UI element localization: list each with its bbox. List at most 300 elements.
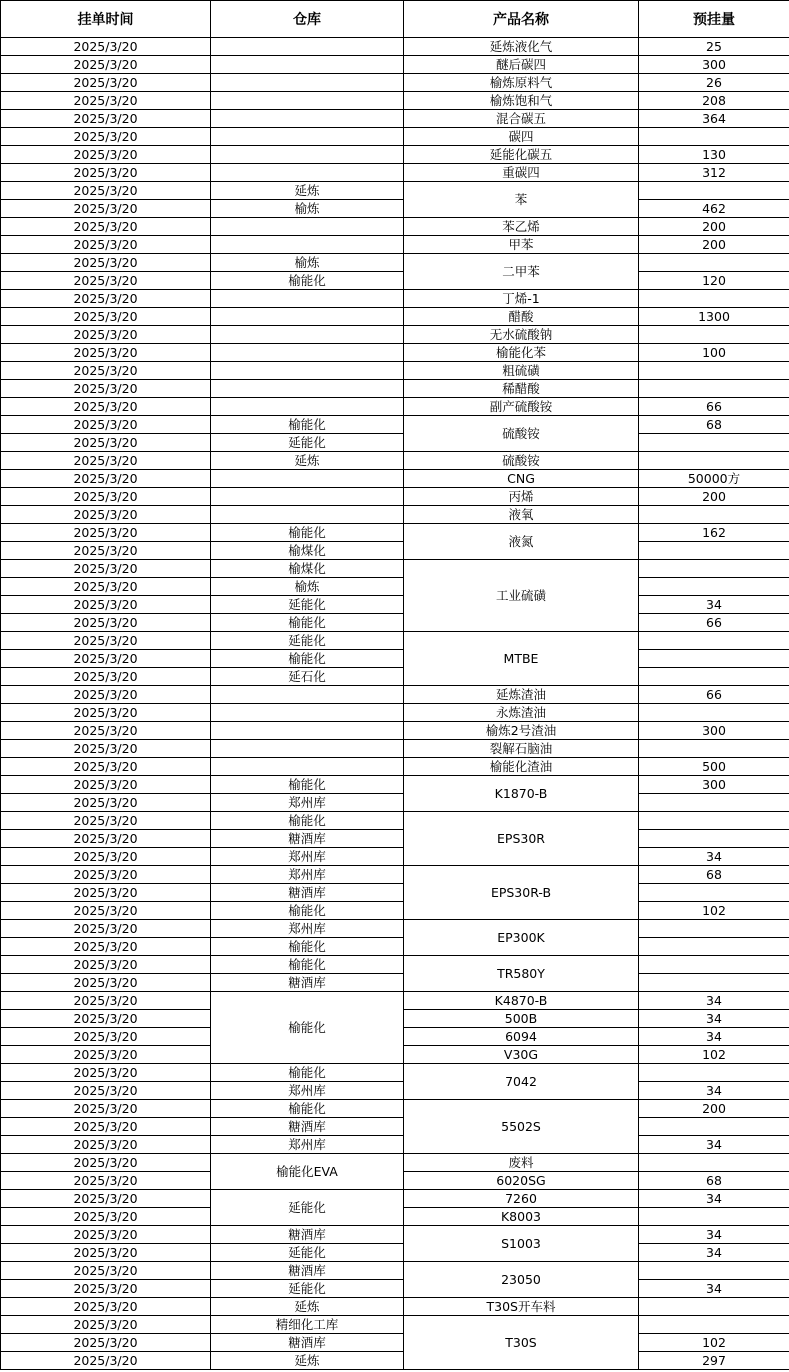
cell-quantity: 312: [639, 164, 789, 182]
table-row: [1, 920, 789, 938]
cell-warehouse: 榆能化: [211, 956, 404, 974]
cell-date: 2025/3/20: [1, 866, 211, 884]
cell-date: 2025/3/20: [1, 614, 211, 632]
cell-quantity: 34: [639, 1082, 789, 1100]
cell-quantity: [639, 668, 789, 686]
cell-warehouse: 精细化工库: [211, 1316, 404, 1334]
cell-product: 液氮: [404, 524, 639, 560]
cell-product: K8003: [404, 1208, 639, 1226]
table-row: [1, 938, 789, 956]
cell-warehouse: 延石化: [211, 668, 404, 686]
cell-warehouse: 榆能化: [211, 902, 404, 920]
cell-warehouse: 郑州库: [211, 866, 404, 884]
cell-warehouse: [211, 506, 404, 524]
table-row: [1, 1298, 789, 1316]
cell-date: 2025/3/20: [1, 254, 211, 272]
cell-date: 2025/3/20: [1, 758, 211, 776]
cell-date: 2025/3/20: [1, 308, 211, 326]
table-row: [1, 686, 789, 704]
cell-warehouse: [211, 380, 404, 398]
cell-product: V30G: [404, 1046, 639, 1064]
cell-quantity: 500: [639, 758, 789, 776]
cell-warehouse: 榆能化: [211, 812, 404, 830]
cell-product: EPS30R-B: [404, 866, 639, 920]
cell-date: 2025/3/20: [1, 236, 211, 254]
cell-product: 榆能化苯: [404, 344, 639, 362]
cell-date: 2025/3/20: [1, 668, 211, 686]
cell-quantity: [639, 1154, 789, 1172]
cell-quantity: [639, 560, 789, 578]
cell-quantity: [639, 128, 789, 146]
table-row: [1, 1082, 789, 1100]
cell-quantity: [639, 1208, 789, 1226]
table-row: [1, 902, 789, 920]
cell-date: 2025/3/20: [1, 632, 211, 650]
header-product: 产品名称: [404, 1, 639, 38]
table-row: [1, 740, 789, 758]
cell-product: 榆炼2号渣油: [404, 722, 639, 740]
cell-product: MTBE: [404, 632, 639, 686]
cell-warehouse: [211, 146, 404, 164]
cell-date: 2025/3/20: [1, 1226, 211, 1244]
table-row: [1, 596, 789, 614]
table-row: [1, 1118, 789, 1136]
cell-warehouse: [211, 110, 404, 128]
table-row: [1, 326, 789, 344]
cell-warehouse: 榆能化: [211, 1064, 404, 1082]
cell-date: 2025/3/20: [1, 578, 211, 596]
cell-quantity: 102: [639, 1046, 789, 1064]
cell-quantity: 66: [639, 398, 789, 416]
cell-date: 2025/3/20: [1, 776, 211, 794]
cell-warehouse: 延能化: [211, 632, 404, 650]
cell-date: 2025/3/20: [1, 416, 211, 434]
cell-quantity: 100: [639, 344, 789, 362]
cell-quantity: [639, 794, 789, 812]
table-row: [1, 722, 789, 740]
cell-date: 2025/3/20: [1, 902, 211, 920]
cell-quantity: 25: [639, 38, 789, 56]
cell-warehouse: [211, 740, 404, 758]
cell-date: 2025/3/20: [1, 920, 211, 938]
table-row: [1, 758, 789, 776]
cell-quantity: [639, 830, 789, 848]
cell-warehouse: 糖酒库: [211, 884, 404, 902]
cell-quantity: [639, 1118, 789, 1136]
cell-date: 2025/3/20: [1, 1136, 211, 1154]
cell-date: 2025/3/20: [1, 380, 211, 398]
cell-product: 丁烯-1: [404, 290, 639, 308]
cell-product: 永炼渣油: [404, 704, 639, 722]
cell-warehouse: 榆能化: [211, 776, 404, 794]
table-row: [1, 1136, 789, 1154]
cell-date: 2025/3/20: [1, 110, 211, 128]
table-row: [1, 470, 789, 488]
cell-quantity: 208: [639, 92, 789, 110]
cell-quantity: 300: [639, 56, 789, 74]
cell-warehouse: [211, 326, 404, 344]
cell-date: 2025/3/20: [1, 686, 211, 704]
cell-quantity: 462: [639, 200, 789, 218]
cell-product: 裂解石脑油: [404, 740, 639, 758]
cell-warehouse: 郑州库: [211, 1136, 404, 1154]
cell-product: EPS30R: [404, 812, 639, 866]
table-row: [1, 884, 789, 902]
cell-product: 稀醋酸: [404, 380, 639, 398]
table-row: [1, 74, 789, 92]
table-row: [1, 956, 789, 974]
cell-quantity: 102: [639, 902, 789, 920]
cell-product: 苯: [404, 182, 639, 218]
table-row: [1, 650, 789, 668]
cell-product: 6094: [404, 1028, 639, 1046]
cell-warehouse: 榆煤化: [211, 542, 404, 560]
cell-quantity: 34: [639, 1028, 789, 1046]
cell-product: 液氧: [404, 506, 639, 524]
cell-warehouse: [211, 164, 404, 182]
cell-date: 2025/3/20: [1, 1262, 211, 1280]
cell-quantity: [639, 704, 789, 722]
cell-quantity: [639, 938, 789, 956]
table-row: [1, 290, 789, 308]
cell-warehouse: 延炼: [211, 452, 404, 470]
table-row: [1, 344, 789, 362]
cell-quantity: [639, 884, 789, 902]
cell-product: 硫酸铵: [404, 452, 639, 470]
cell-date: 2025/3/20: [1, 1316, 211, 1334]
cell-date: 2025/3/20: [1, 1298, 211, 1316]
cell-product: 废料: [404, 1154, 639, 1172]
cell-date: 2025/3/20: [1, 848, 211, 866]
cell-product: T30S开车料: [404, 1298, 639, 1316]
cell-product: 工业硫磺: [404, 560, 639, 632]
cell-date: 2025/3/20: [1, 1280, 211, 1298]
header-row: [1, 1, 789, 38]
cell-date: 2025/3/20: [1, 956, 211, 974]
table-row: [1, 38, 789, 56]
cell-quantity: 68: [639, 1172, 789, 1190]
table-row: [1, 812, 789, 830]
cell-quantity: 200: [639, 1100, 789, 1118]
cell-warehouse: 糖酒库: [211, 830, 404, 848]
cell-quantity: [639, 578, 789, 596]
cell-warehouse: 延炼: [211, 182, 404, 200]
cell-quantity: [639, 1262, 789, 1280]
cell-warehouse: 延炼: [211, 1352, 404, 1370]
cell-quantity: 34: [639, 1136, 789, 1154]
cell-quantity: [639, 362, 789, 380]
cell-quantity: 300: [639, 722, 789, 740]
cell-product: 7042: [404, 1064, 639, 1100]
cell-warehouse: [211, 470, 404, 488]
table-row: [1, 1190, 789, 1208]
table-row: [1, 668, 789, 686]
table-row: [1, 1154, 789, 1172]
cell-quantity: [639, 182, 789, 200]
cell-quantity: [639, 434, 789, 452]
cell-quantity: 34: [639, 596, 789, 614]
cell-date: 2025/3/20: [1, 1118, 211, 1136]
table-row: [1, 1352, 789, 1370]
cell-warehouse: 郑州库: [211, 848, 404, 866]
cell-date: 2025/3/20: [1, 146, 211, 164]
cell-quantity: [639, 452, 789, 470]
cell-quantity: 34: [639, 848, 789, 866]
table-row: [1, 848, 789, 866]
cell-date: 2025/3/20: [1, 218, 211, 236]
cell-quantity: [639, 542, 789, 560]
table-row: [1, 1280, 789, 1298]
cell-quantity: 120: [639, 272, 789, 290]
cell-warehouse: [211, 236, 404, 254]
cell-warehouse: 榆能化: [211, 938, 404, 956]
cell-quantity: [639, 290, 789, 308]
cell-date: 2025/3/20: [1, 74, 211, 92]
table-row: [1, 110, 789, 128]
table-row: [1, 254, 789, 272]
cell-date: 2025/3/20: [1, 1352, 211, 1370]
cell-product: 6020SG: [404, 1172, 639, 1190]
cell-warehouse: [211, 308, 404, 326]
cell-warehouse: 延炼: [211, 1298, 404, 1316]
cell-date: 2025/3/20: [1, 524, 211, 542]
cell-warehouse: [211, 38, 404, 56]
cell-date: 2025/3/20: [1, 1010, 211, 1028]
cell-quantity: 364: [639, 110, 789, 128]
cell-product: 重碳四: [404, 164, 639, 182]
cell-warehouse: 榆能化: [211, 272, 404, 290]
cell-warehouse: 榆能化: [211, 992, 404, 1064]
cell-date: 2025/3/20: [1, 830, 211, 848]
cell-quantity: 50000方: [639, 470, 789, 488]
cell-date: 2025/3/20: [1, 290, 211, 308]
table-row: [1, 452, 789, 470]
cell-date: 2025/3/20: [1, 1082, 211, 1100]
table-row: [1, 56, 789, 74]
cell-product: 无水硫酸钠: [404, 326, 639, 344]
cell-product: 二甲苯: [404, 254, 639, 290]
cell-product: 榆能化渣油: [404, 758, 639, 776]
table-row: [1, 1064, 789, 1082]
cell-warehouse: 榆炼: [211, 254, 404, 272]
cell-date: 2025/3/20: [1, 1028, 211, 1046]
table-row: [1, 1226, 789, 1244]
cell-warehouse: [211, 344, 404, 362]
cell-warehouse: 延能化: [211, 434, 404, 452]
cell-quantity: 66: [639, 614, 789, 632]
table-row: [1, 434, 789, 452]
table-row: [1, 974, 789, 992]
cell-product: T30S: [404, 1316, 639, 1370]
cell-date: 2025/3/20: [1, 1190, 211, 1208]
cell-warehouse: 糖酒库: [211, 1118, 404, 1136]
cell-product: CNG: [404, 470, 639, 488]
cell-quantity: 130: [639, 146, 789, 164]
table-row: [1, 1316, 789, 1334]
cell-quantity: [639, 380, 789, 398]
cell-product: 延能化碳五: [404, 146, 639, 164]
cell-quantity: [639, 956, 789, 974]
cell-quantity: [639, 650, 789, 668]
cell-quantity: 102: [639, 1334, 789, 1352]
cell-date: 2025/3/20: [1, 1154, 211, 1172]
cell-quantity: [639, 506, 789, 524]
cell-warehouse: 榆能化EVA: [211, 1154, 404, 1190]
cell-warehouse: 榆能化: [211, 416, 404, 434]
table-row: [1, 506, 789, 524]
cell-product: 延炼液化气: [404, 38, 639, 56]
cell-warehouse: 延能化: [211, 1280, 404, 1298]
table-header: [1, 1, 789, 38]
table-row: [1, 380, 789, 398]
cell-quantity: [639, 254, 789, 272]
cell-warehouse: [211, 704, 404, 722]
cell-product: TR580Y: [404, 956, 639, 992]
cell-warehouse: 郑州库: [211, 1082, 404, 1100]
table-row: [1, 92, 789, 110]
cell-warehouse: 榆炼: [211, 578, 404, 596]
table-row: [1, 992, 789, 1010]
cell-quantity: 200: [639, 236, 789, 254]
cell-date: 2025/3/20: [1, 650, 211, 668]
cell-warehouse: 糖酒库: [211, 1226, 404, 1244]
header-quantity: 预挂量: [639, 1, 789, 38]
cell-product: 丙烯: [404, 488, 639, 506]
table-row: [1, 614, 789, 632]
cell-quantity: [639, 632, 789, 650]
cell-date: 2025/3/20: [1, 1064, 211, 1082]
cell-product: 醚后碳四: [404, 56, 639, 74]
cell-product: 副产硫酸铵: [404, 398, 639, 416]
cell-quantity: [639, 1298, 789, 1316]
cell-quantity: 200: [639, 218, 789, 236]
cell-quantity: 34: [639, 1226, 789, 1244]
table-row: [1, 200, 789, 218]
table-row: [1, 218, 789, 236]
cell-date: 2025/3/20: [1, 938, 211, 956]
table-row: [1, 1262, 789, 1280]
cell-warehouse: [211, 398, 404, 416]
cell-warehouse: 延能化: [211, 1244, 404, 1262]
cell-date: 2025/3/20: [1, 1100, 211, 1118]
cell-quantity: 68: [639, 866, 789, 884]
table-row: [1, 164, 789, 182]
cell-quantity: [639, 326, 789, 344]
cell-date: 2025/3/20: [1, 326, 211, 344]
cell-quantity: 34: [639, 1280, 789, 1298]
cell-quantity: [639, 740, 789, 758]
cell-date: 2025/3/20: [1, 344, 211, 362]
cell-date: 2025/3/20: [1, 1046, 211, 1064]
cell-product: 榆炼饱和气: [404, 92, 639, 110]
cell-quantity: 34: [639, 1244, 789, 1262]
cell-date: 2025/3/20: [1, 38, 211, 56]
cell-product: EP300K: [404, 920, 639, 956]
cell-date: 2025/3/20: [1, 362, 211, 380]
cell-quantity: [639, 974, 789, 992]
cell-warehouse: [211, 488, 404, 506]
cell-date: 2025/3/20: [1, 1172, 211, 1190]
table-row: [1, 776, 789, 794]
cell-warehouse: [211, 362, 404, 380]
table-row: [1, 272, 789, 290]
table-row: [1, 1244, 789, 1262]
cell-warehouse: [211, 128, 404, 146]
header-date: 挂单时间: [1, 1, 211, 38]
cell-quantity: 66: [639, 686, 789, 704]
cell-product: 23050: [404, 1262, 639, 1298]
cell-product: 5502S: [404, 1100, 639, 1154]
cell-product: 甲苯: [404, 236, 639, 254]
cell-warehouse: [211, 758, 404, 776]
cell-date: 2025/3/20: [1, 200, 211, 218]
cell-warehouse: [211, 74, 404, 92]
cell-date: 2025/3/20: [1, 488, 211, 506]
cell-product: S1003: [404, 1226, 639, 1262]
cell-date: 2025/3/20: [1, 812, 211, 830]
table-row: [1, 416, 789, 434]
cell-product: 7260: [404, 1190, 639, 1208]
cell-date: 2025/3/20: [1, 398, 211, 416]
table-row: [1, 128, 789, 146]
cell-warehouse: 延能化: [211, 596, 404, 614]
table-row: [1, 1334, 789, 1352]
cell-product: 硫酸铵: [404, 416, 639, 452]
table-row: [1, 578, 789, 596]
cell-quantity: 34: [639, 992, 789, 1010]
table-row: [1, 308, 789, 326]
cell-warehouse: 糖酒库: [211, 1334, 404, 1352]
cell-date: 2025/3/20: [1, 542, 211, 560]
cell-warehouse: 延能化: [211, 1190, 404, 1226]
cell-warehouse: 榆能化: [211, 524, 404, 542]
table-row: [1, 524, 789, 542]
cell-warehouse: [211, 218, 404, 236]
cell-warehouse: 糖酒库: [211, 1262, 404, 1280]
cell-date: 2025/3/20: [1, 1244, 211, 1262]
table-row: [1, 1100, 789, 1118]
cell-date: 2025/3/20: [1, 182, 211, 200]
cell-date: 2025/3/20: [1, 704, 211, 722]
table-row: [1, 488, 789, 506]
cell-quantity: 26: [639, 74, 789, 92]
cell-quantity: 68: [639, 416, 789, 434]
cell-date: 2025/3/20: [1, 722, 211, 740]
cell-date: 2025/3/20: [1, 92, 211, 110]
table-row: [1, 146, 789, 164]
cell-date: 2025/3/20: [1, 794, 211, 812]
cell-quantity: 300: [639, 776, 789, 794]
cell-product: 500B: [404, 1010, 639, 1028]
cell-warehouse: [211, 686, 404, 704]
cell-warehouse: 榆炼: [211, 200, 404, 218]
cell-date: 2025/3/20: [1, 506, 211, 524]
cell-product: 榆炼原料气: [404, 74, 639, 92]
cell-warehouse: 榆煤化: [211, 560, 404, 578]
cell-product: 醋酸: [404, 308, 639, 326]
cell-warehouse: [211, 722, 404, 740]
table-row: [1, 560, 789, 578]
table-row: [1, 866, 789, 884]
table-row: [1, 362, 789, 380]
cell-date: 2025/3/20: [1, 164, 211, 182]
cell-quantity: 34: [639, 1190, 789, 1208]
cell-quantity: 297: [639, 1352, 789, 1370]
cell-warehouse: [211, 56, 404, 74]
cell-date: 2025/3/20: [1, 596, 211, 614]
cell-quantity: 162: [639, 524, 789, 542]
cell-quantity: 34: [639, 1010, 789, 1028]
